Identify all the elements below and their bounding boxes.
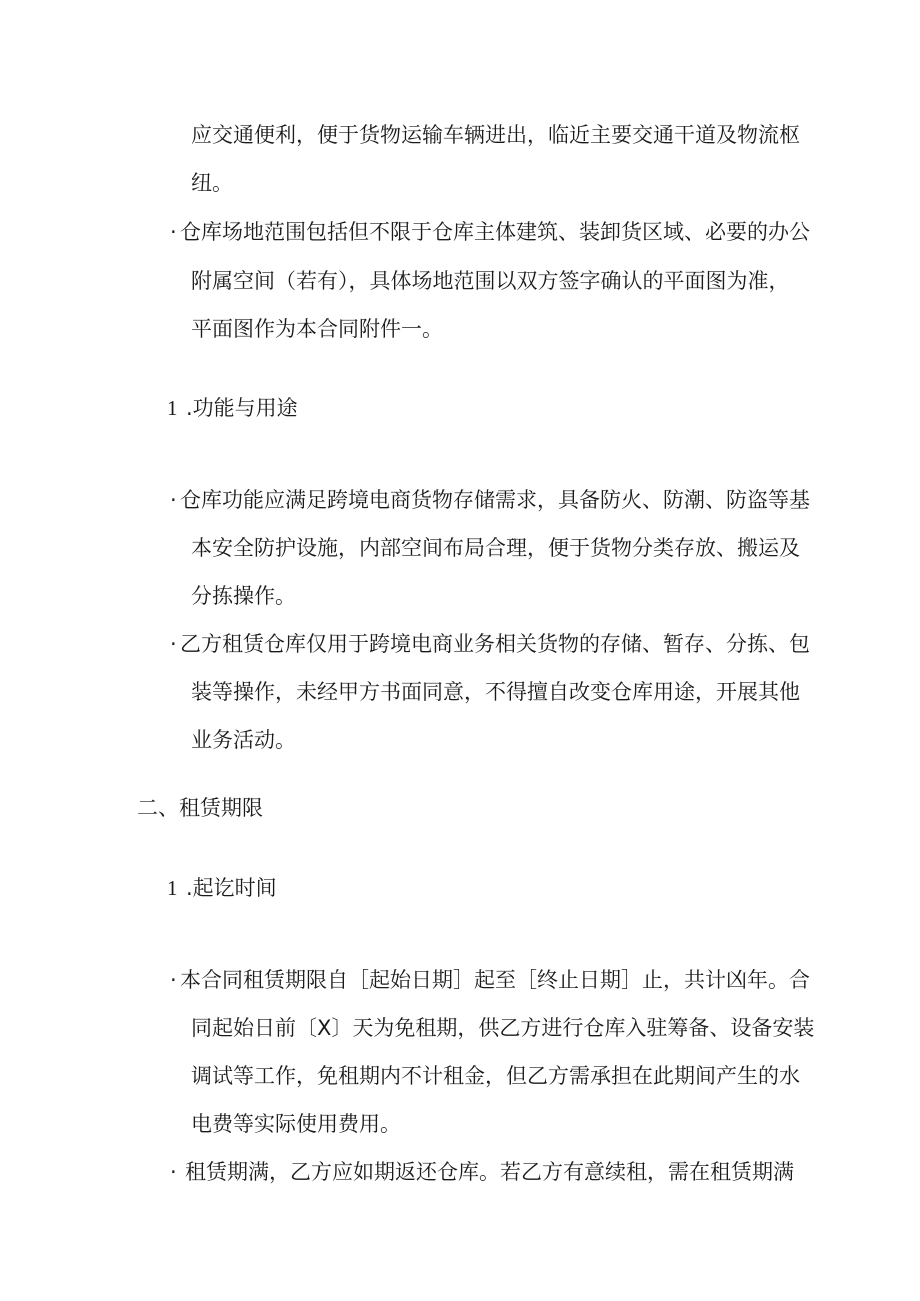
paragraph-line: 调试等工作，免租期内不计租金，但乙方需承担在此期间产生的水 [191, 1064, 800, 1088]
subheading-function: .功能与用途 [186, 396, 298, 420]
paragraph-line: 租赁期满，乙方应如期返还仓库。若乙方有意续租，需在租赁期满 [185, 1160, 794, 1184]
bullet-dot: · [170, 968, 177, 992]
paragraph-line: 本合同租赁期限自［起始日期］起至［终止日期］止，共计凶年。合 [180, 968, 810, 992]
paragraph-line: 同起始日前〔X〕天为免租期，供乙方进行仓库入驻筹备、设备安装 [191, 1016, 815, 1040]
paragraph-line: 应交通便利，便于货物运输车辆进出，临近主要交通干道及物流枢 [191, 123, 800, 147]
paragraph-line: 附属空间（若有），具体场地范围以双方签字确认的平面图为准， [191, 269, 790, 293]
bullet-dot: · [170, 220, 177, 244]
heading-number: 1 [167, 396, 178, 420]
heading-number: 1 [167, 876, 178, 900]
paragraph-line: 装等操作，未经甲方书面同意，不得擅自改变仓库用途，开展其他 [191, 680, 800, 704]
bullet-dot: · [170, 488, 177, 512]
paragraph-line: 仓库功能应满足跨境电商货物存储需求，具备防火、防潮、防盗等基 [180, 488, 810, 512]
paragraph-line: 乙方租赁仓库仅用于跨境电商业务相关货物的存储、暂存、分拣、包 [180, 632, 810, 656]
bullet-dot: · [170, 632, 177, 656]
paragraph-line: 电费等实际使用费用。 [191, 1112, 401, 1136]
paragraph-line: 业务活动。 [191, 728, 296, 752]
bullet-dot: · [170, 1160, 177, 1184]
paragraph-line: 分拣操作。 [191, 584, 296, 608]
paragraph-line: 本安全防护设施，内部空间布局合理，便于货物分类存放、搬运及 [191, 536, 800, 560]
paragraph-line: 平面图作为本合同附件一。 [191, 317, 443, 341]
paragraph-line: 纽。 [191, 171, 233, 195]
subheading-period: .起讫时间 [186, 876, 277, 900]
section-heading-lease-term: 二、租赁期限 [137, 796, 263, 820]
paragraph-line: 仓库场地范围包括但不限于仓库主体建筑、装卸货区域、必要的办公 [180, 220, 810, 244]
